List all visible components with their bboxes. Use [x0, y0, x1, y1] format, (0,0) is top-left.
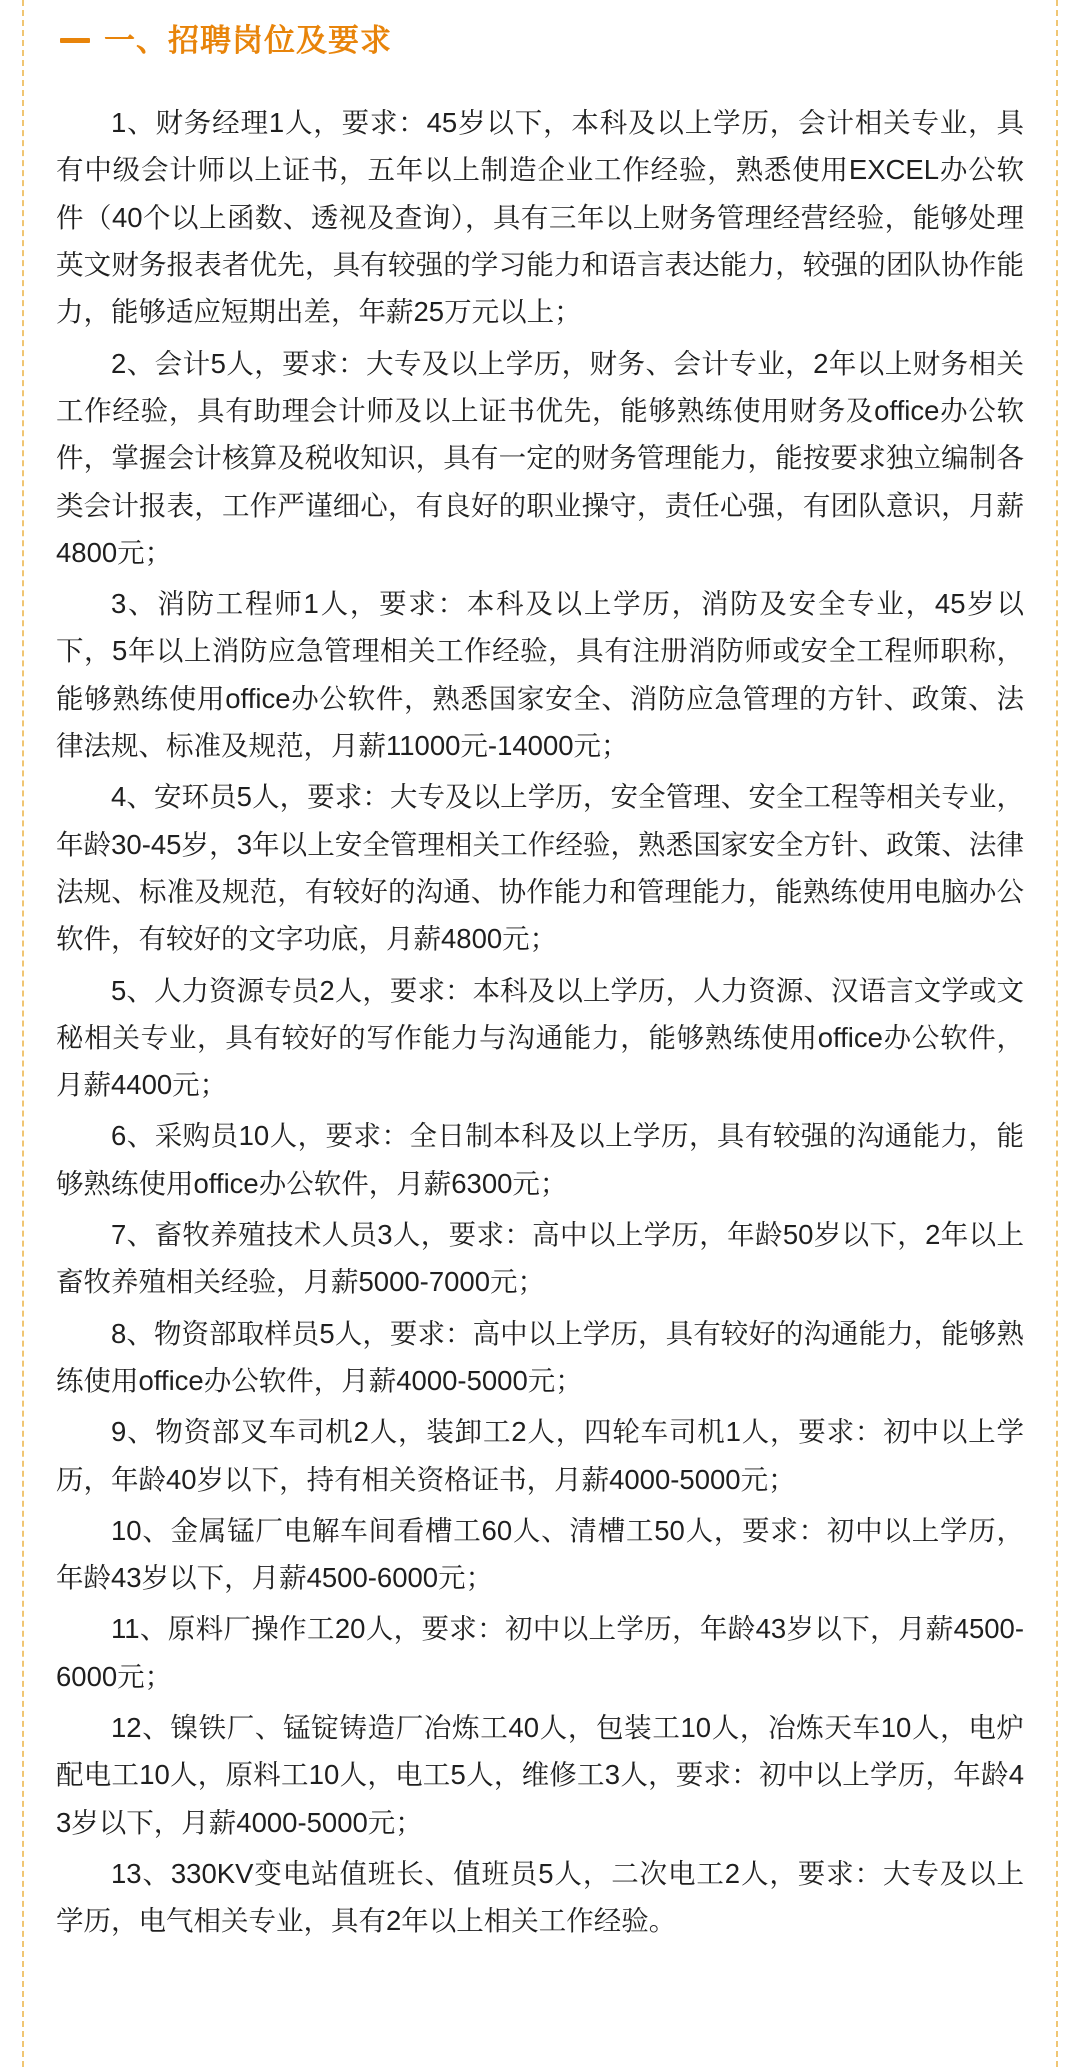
list-item: 2、会计5人，要求：大专及以上学历，财务、会计专业，2年以上财务相关工作经验，具有助理会计师及以上证书优先，能够熟练使用财务及office办公软件，掌握会计核算及税收知识，具有一定的财务管理能力，能按要求独立编制各类会计报表，工作严谨细心，有良好的职业操守，责任心强，有团队意识，月薪4800元； [56, 347, 1024, 568]
list-item: 12、镍铁厂、锰锭铸造厂冶炼工40人，包装工10人，冶炼天车10人，电炉配电工10人，原料工10人，电工5人，维修工3人，要求：初中以上学历，年龄43岁以下，月薪4000-5000元； [56, 1711, 1024, 1838]
list-item: 13、330KV变电站值班长、值班员5人，二次电工2人，要求：大专及以上学历，电气相关专业，具有2年以上相关工作经验。 [56, 1857, 1024, 1937]
list-item: 3、消防工程师1人，要求：本科及以上学历，消防及安全专业，45岁以下，5年以上消防应急管理相关工作经验，具有注册消防师或安全工程师职称，能够熟练使用office办公软件，熟悉国家安全、消防应急管理的方针、政策、法律法规、标准及规范，月薪11000元-14000元； [56, 588, 1024, 762]
job-requirements-list [56, 99, 1024, 1944]
list-item: 7、畜牧养殖技术人员3人，要求：高中以上学历，年龄50岁以下，2年以上畜牧养殖相关经验，月薪5000-7000元； [56, 1219, 1024, 1298]
list-item: 9、物资部叉车司机2人，装卸工2人，四轮车司机1人，要求：初中以上学历，年龄40岁以下，持有相关资格证书，月薪4000-5000元； [56, 1416, 1024, 1495]
list-item: 10、金属锰厂电解车间看槽工60人、清槽工50人，要求：初中以上学历，年龄43岁以下，月薪4500-6000元； [56, 1514, 1024, 1594]
list-item: 11、原料厂操作工20人，要求：初中以上学历，年龄43岁以下，月薪4500-6000元； [56, 1613, 1024, 1692]
heading-accent-bar [60, 38, 90, 43]
list-item: 6、采购员10人，要求：全日制本科及以上学历，具有较强的沟通能力，能够熟练使用office办公软件，月薪6300元； [56, 1120, 1024, 1199]
list-item: 5、人力资源专员2人，要求：本科及以上学历，人力资源、汉语言文学或文秘相关专业，具有较好的写作能力与沟通能力，能够熟练使用office办公软件，月薪4400元； [56, 974, 1024, 1101]
list-item: 4、安环员5人，要求：大专及以上学历，安全管理、安全工程等相关专业，年龄30-45岁，3年以上安全管理相关工作经验，熟悉国家安全方针、政策、法律法规、标准及规范，有较好的沟通、协作能力和管理能力，能熟练使用电脑办公软件，有较好的文字功底，月薪4800元； [56, 781, 1024, 955]
page-title: 一、招聘岗位及要求 [104, 23, 392, 58]
list-item: 8、物资部取样员5人，要求：高中以上学历，具有较好的沟通能力，能够熟练使用office办公软件，月薪4000-5000元； [56, 1317, 1024, 1396]
list-item: 1、财务经理1人，要求：45岁以下，本科及以上学历，会计相关专业，具有中级会计师以上证书，五年以上制造企业工作经验，熟悉使用EXCEL办公软件（40个以上函数、透视及查询），具有三年以上财务管理经营经验，能够处理英文财务报表者优先，具有较强的学习能力和语言表达能力，较强的团队协作能力，能够适应短期出差，年薪25万元以上； [56, 107, 1024, 328]
section-heading [56, 22, 1024, 59]
